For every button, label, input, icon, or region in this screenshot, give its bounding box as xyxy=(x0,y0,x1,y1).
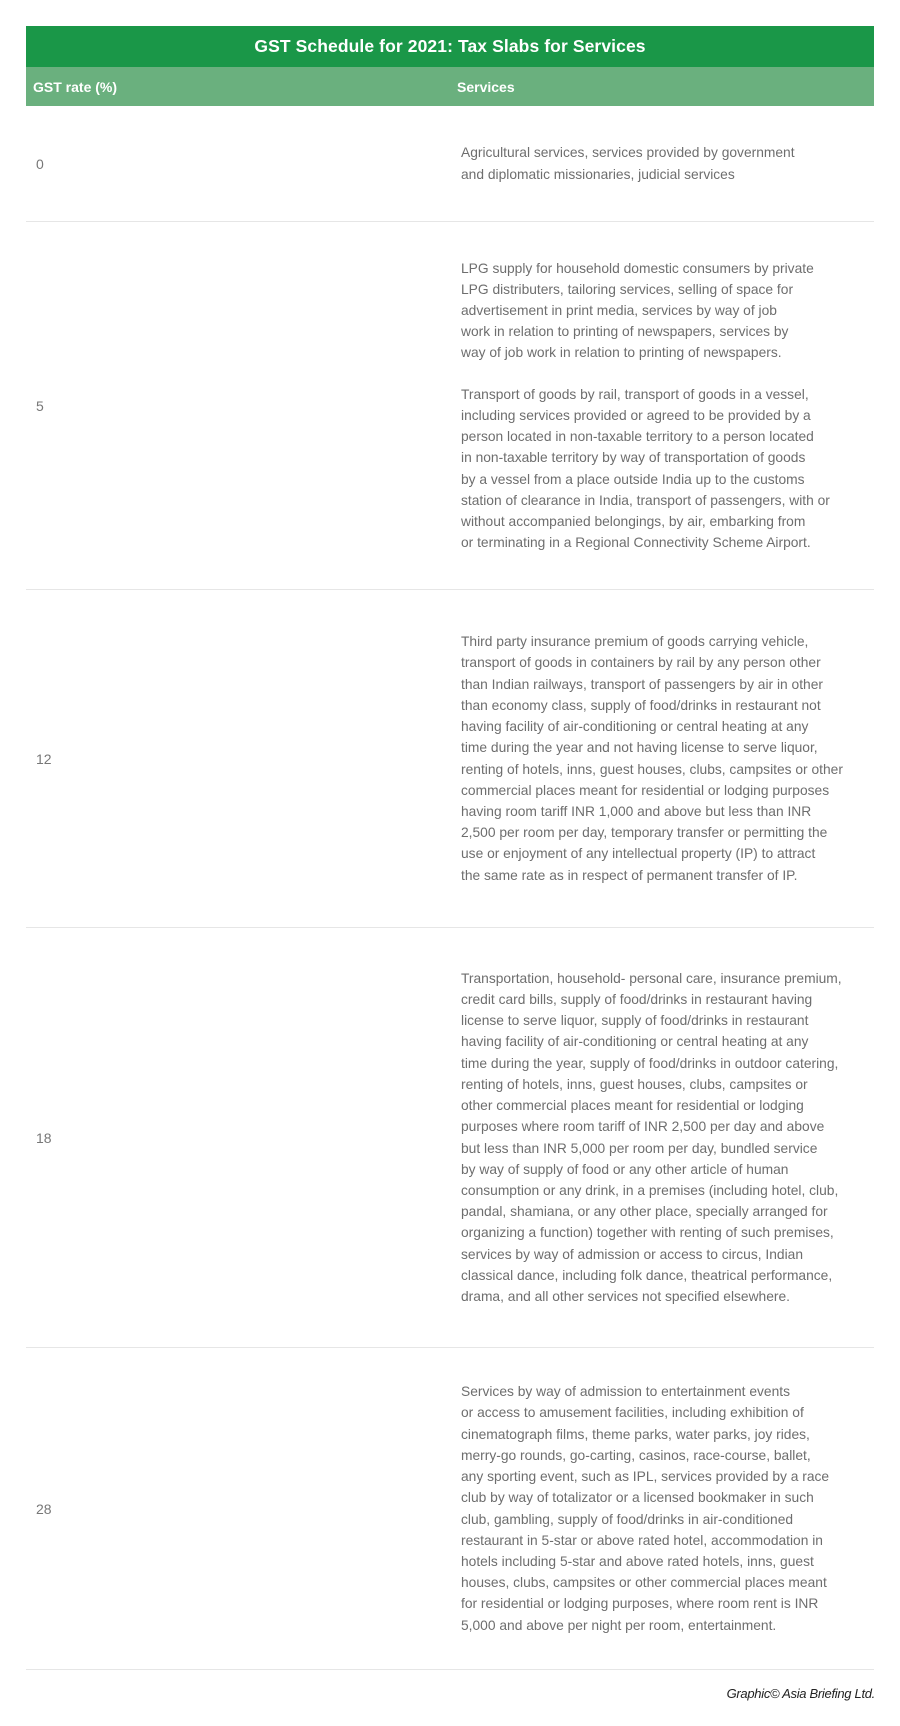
gst-rate-cell: 5 xyxy=(36,397,44,414)
table-title: GST Schedule for 2021: Tax Slabs for Services xyxy=(26,26,874,67)
header-gst-rate: GST rate (%) xyxy=(33,78,118,95)
table-row xyxy=(26,1348,874,1670)
services-paragraph: Transportation, household- personal care, insurance premium, credit card bills, supply of food/drinks in restaurant having license to serve liquor, supply of food/drinks in restaurant having facility of air-conditioning or central heating at any time during the year, supply of food/drinks in outdoor catering, renting of hotels, inns, guest houses, clubs, campsites or other commercial places meant for residential or lodging purposes where room tariff of INR 2,500 per day and above but less than INR 5,000 per room per day, bundled service by way of supply of food or any other article of human consumption or any drink, in a premises (including hotel, club, pandal, shamiana, or any other place, specially arranged for organizing a function) together with renting of such premises, services by way of admission or access to circus, Indian classical dance, including folk dance, theatrical performance, drama, and all other services not specified elsewhere. xyxy=(461,970,842,1304)
gst-rate-cell: 0 xyxy=(36,155,44,172)
table-row xyxy=(26,590,874,928)
services-paragraph: LPG supply for household domestic consumers by private LPG distributers, tailoring services, selling of space for advertisement in print media, services by way of job work in relation to printing of newspapers, services by way of job work in relation to printing of newspapers. xyxy=(461,260,814,361)
services-paragraph: Services by way of admission to entertainment events or access to amusement facilities, including exhibition of cinematograph films, theme parks, water parks, joy rides, merry-go rounds, go-carting, casinos, race-course, ballet, any sporting event, such as IPL, services provided by a race club by way of totalizator or a licensed bookmaker in such club, gambling, supply of food/drinks in air-conditioned restaurant in 5-star or above rated hotel, accommodation in hotels including 5-star and above rated hotels, inns, guest houses, clubs, campsites or other commercial places meant for residential or lodging purposes, where room rent is INR 5,000 and above per night per room, entertainment. xyxy=(461,1384,830,1633)
services-cell xyxy=(461,1381,871,1635)
table-row xyxy=(26,106,874,222)
graphic-credit: Graphic© Asia Briefing Ltd. xyxy=(726,1686,875,1701)
gst-table xyxy=(26,26,874,1670)
gst-rate-cell: 28 xyxy=(36,1500,52,1517)
table-row xyxy=(26,222,874,590)
header-services: Services xyxy=(457,78,515,95)
services-cell xyxy=(461,968,871,1307)
table-header xyxy=(26,67,874,106)
services-cell xyxy=(461,631,871,885)
services-cell xyxy=(461,142,871,184)
services-paragraph: Third party insurance premium of goods carrying vehicle, transport of goods in containers by rail by any person other than Indian railways, transport of passengers by air in other than economy class, supply of food/drinks in restaurant not having facility of air-conditioning or central heating at any time during the year and not having license to serve liquor, renting of hotels, inns, guest houses, clubs, campsites or other commercial places meant for residential or lodging purposes having room tariff INR 1,000 and above but less than INR 2,500 per room per day, temporary transfer or permitting the use or enjoyment of any intellectual property (IP) to attract the same rate as in respect of permanent transfer of IP. xyxy=(461,634,843,883)
services-paragraph: Agricultural services, services provided by government and diplomatic missionaries, judicial services xyxy=(461,145,795,182)
services-paragraph: Transport of goods by rail, transport of goods in a vessel, including services provided or agreed to be provided by a person located in non-taxable territory to a person located in non-taxable territory by way of transportation of goods by a vessel from a place outside India up to the customs station of clearance in India, transport of passengers, with or without accompanied belongings, by air, embarking from or terminating in a Regional Connectivity Scheme Airport. xyxy=(461,386,830,551)
table-row xyxy=(26,928,874,1348)
gst-rate-cell: 18 xyxy=(36,1129,52,1146)
gst-rate-cell: 12 xyxy=(36,750,52,767)
services-cell xyxy=(461,258,871,554)
